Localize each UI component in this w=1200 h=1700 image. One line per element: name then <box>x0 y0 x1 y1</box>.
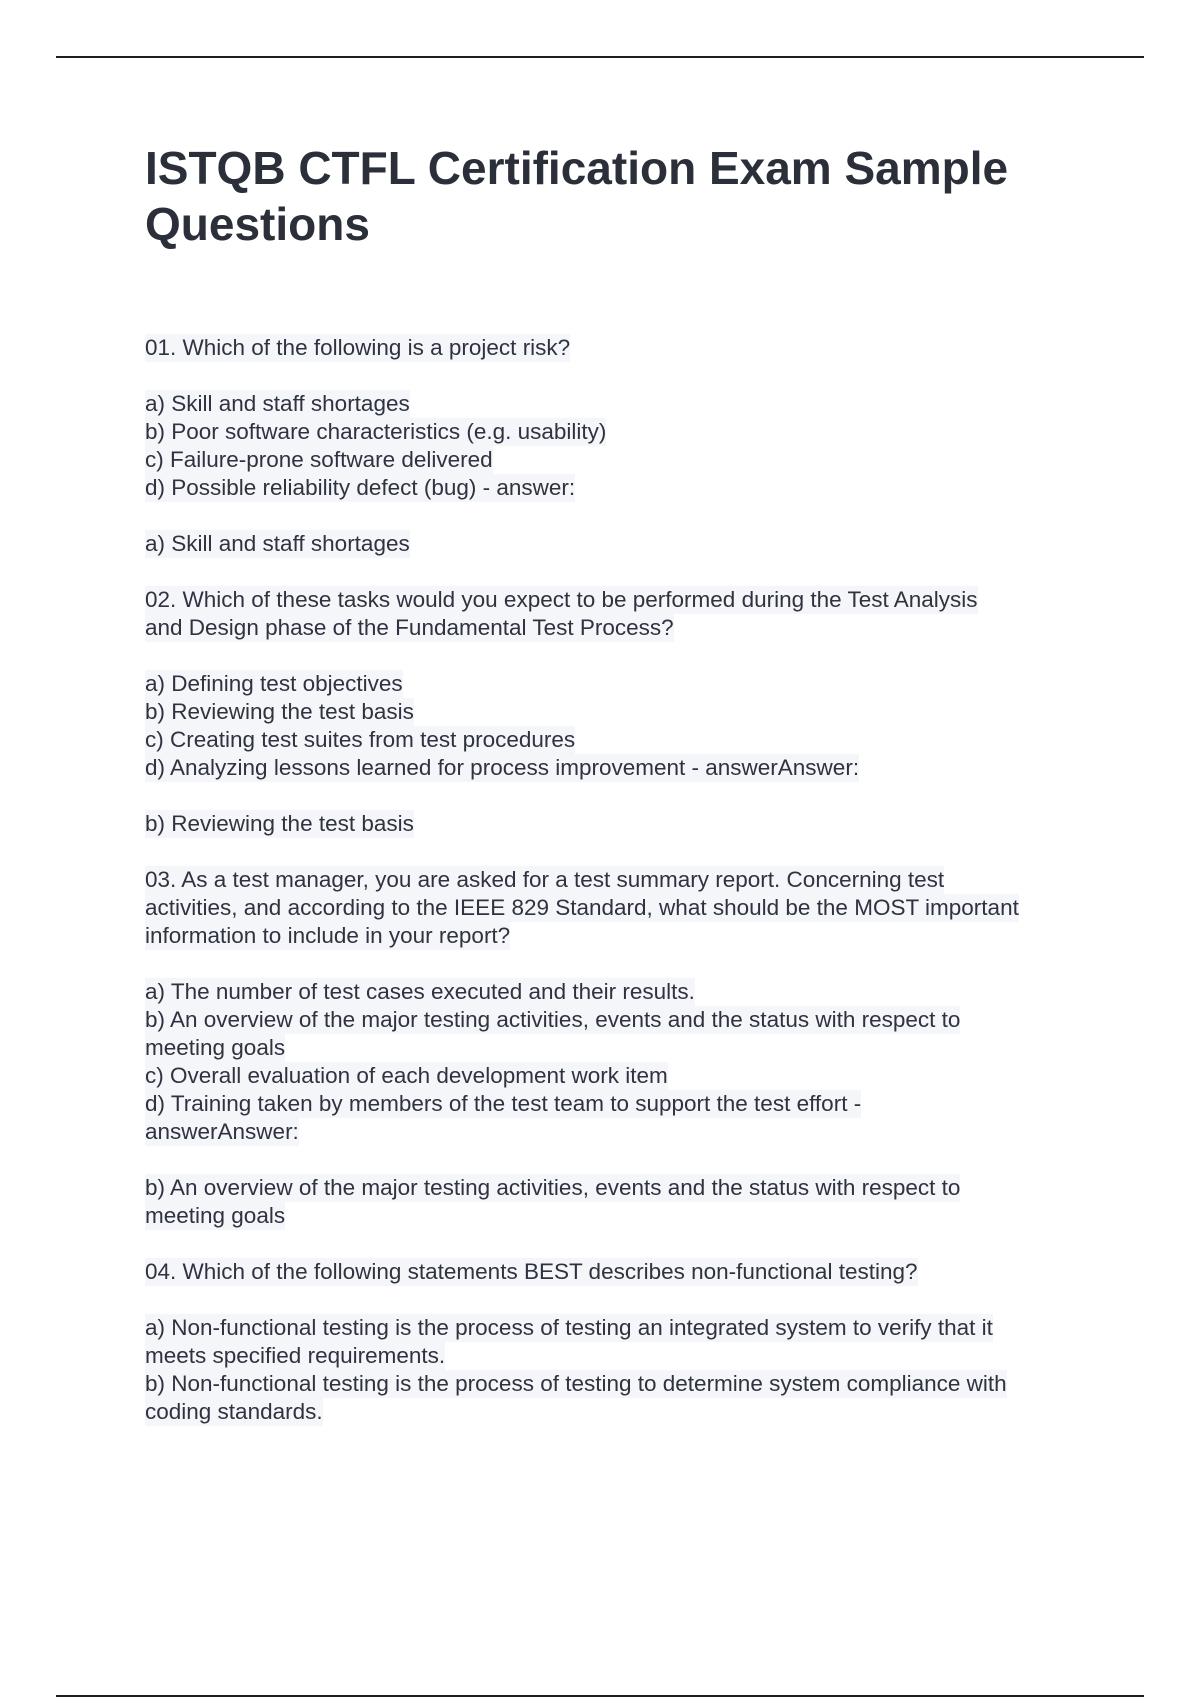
text-line: a) The number of test cases executed and their results. <box>145 979 695 1004</box>
document-body <box>145 140 1095 1426</box>
text-line: b) An overview of the major testing activities, events and the status with respect to <box>145 1175 961 1200</box>
text-line: and Design phase of the Fundamental Test Process? <box>145 615 674 640</box>
top-divider <box>56 56 1144 58</box>
text-line: information to include in your report? <box>145 923 511 948</box>
text-line: d) Possible reliability defect (bug) - answer: <box>145 475 576 500</box>
text-line: 04. Which of the following statements BEST describes non-functional testing? <box>145 1259 918 1284</box>
text-line: d) Training taken by members of the test team to support the test effort - <box>145 1091 862 1116</box>
text-line: answerAnswer: <box>145 1119 299 1144</box>
text-line: b) Non-functional testing is the process of testing to determine system compliance with <box>145 1371 1007 1396</box>
title-line: ISTQB CTFL Certification Exam Sample <box>145 142 1009 194</box>
text-line: 03. As a test manager, you are asked for a test summary report. Concerning test <box>145 867 945 892</box>
text-line: coding standards. <box>145 1399 323 1424</box>
text-line: b) Reviewing the test basis <box>145 811 414 836</box>
question-text <box>145 334 1095 1426</box>
text-line: 01. Which of the following is a project risk? <box>145 335 571 360</box>
text-line: meeting goals <box>145 1203 286 1228</box>
title-line: Questions <box>145 198 370 250</box>
text-line: a) Skill and staff shortages <box>145 391 410 416</box>
text-line: a) Defining test objectives <box>145 671 403 696</box>
document-title <box>145 140 1095 252</box>
text-line: c) Failure-prone software delivered <box>145 447 493 472</box>
text-line: a) Non-functional testing is the process of testing an integrated system to verify that it <box>145 1315 993 1340</box>
text-line: b) Reviewing the test basis <box>145 699 414 724</box>
text-line: a) Skill and staff shortages <box>145 531 410 556</box>
text-line: activities, and according to the IEEE 829 Standard, what should be the MOST important <box>145 895 1019 920</box>
text-line: b) An overview of the major testing activities, events and the status with respect to <box>145 1007 961 1032</box>
text-line: d) Analyzing lessons learned for process improvement - answerAnswer: <box>145 755 860 780</box>
text-line: 02. Which of these tasks would you expect to be performed during the Test Analysis <box>145 587 978 612</box>
text-line: meets specified requirements. <box>145 1343 446 1368</box>
text-line: meeting goals <box>145 1035 286 1060</box>
text-line: c) Overall evaluation of each development work item <box>145 1063 668 1088</box>
bottom-divider <box>56 1695 1144 1697</box>
text-line: c) Creating test suites from test procedures <box>145 727 576 752</box>
text-line: b) Poor software characteristics (e.g. usability) <box>145 419 607 444</box>
